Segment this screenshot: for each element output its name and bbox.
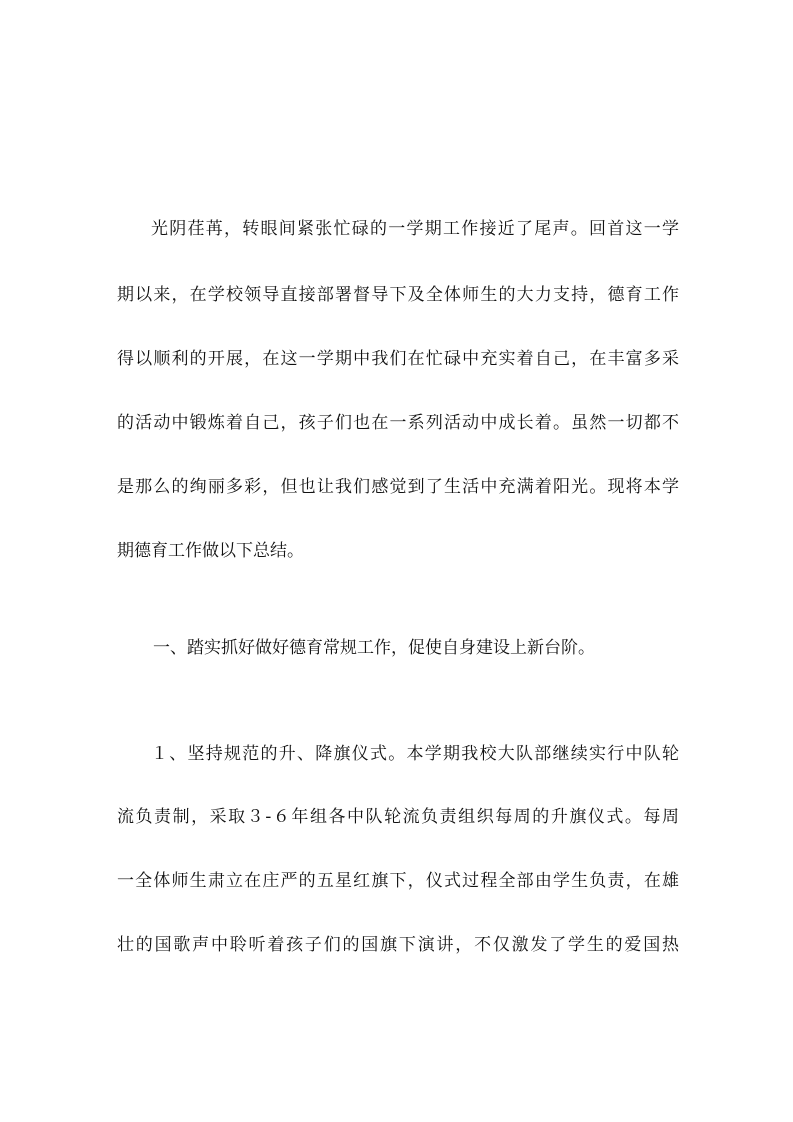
paragraph-1-line-1: 光阴荏苒，转眼间紧张忙碌的一学期工作接近了尾声。回首这一学: [151, 219, 679, 239]
paragraph-2-line-3: 一全体师生肃立在庄严的五星红旗下，仪式过程全部由学生负责，在雄: [117, 871, 679, 891]
paragraph-2-line-4: 壮的国歌声中聆听着孩子们的国旗下演讲，不仅激发了学生的爱国热: [117, 935, 679, 955]
paragraph-2-line-2: 流负责制，采取３-６年组各中队轮流负责组织每周的升旗仪式。每周: [117, 807, 679, 827]
paragraph-1-line-6: 期德育工作做以下总结。: [117, 541, 304, 561]
paragraph-1-line-2: 期以来，在学校领导直接部署督导下及全体师生的大力支持，德育工作: [117, 285, 679, 305]
paragraph-1-line-4: 的活动中锻炼着自己，孩子们也在一系列活动中成长着。虽然一切都不: [117, 413, 679, 433]
paragraph-1-line-3: 得以顺利的开展，在这一学期中我们在忙碌中充实着自己，在丰富多采: [117, 349, 679, 369]
paragraph-2-line-1: １、坚持规范的升、降旗仪式。本学期我校大队部继续实行中队轮: [151, 744, 679, 764]
paragraph-1-line-5: 是那么的绚丽多彩，但也让我们感觉到了生活中充满着阳光。现将本学: [117, 477, 679, 497]
section-heading: 一、踏实抓好做好德育常规工作，促使自身建设上新台阶。: [153, 638, 595, 658]
